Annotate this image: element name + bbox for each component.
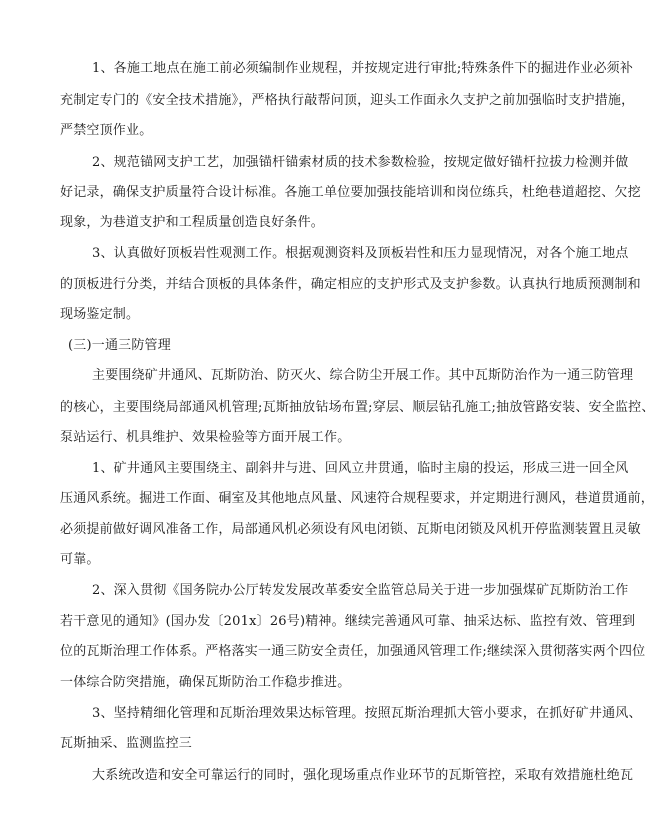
text-line: 的顶板进行分类，并结合顶板的具体条件，确定相应的支护形式及支护参数。认真执行地质预测制和 (60, 277, 641, 292)
text-line: 3、认真做好顶板岩性观测工作。根据观测资料及顶板岩性和压力显现情况，对各个施工地点 (92, 246, 629, 261)
text-line: 3、坚持精细化管理和瓦斯治理效果达标管理。按照瓦斯治理抓大管小要求，在抓好矿井通风、 (92, 706, 642, 721)
text-line: 瓦斯抽采、监测监控三 (60, 736, 193, 751)
text-line: 必须提前做好调风准备工作，局部通风机必须设有风电闭锁、瓦斯电闭锁及风机开停监测装置且灵敏 (60, 522, 641, 537)
text-line: 大系统改造和安全可靠运行的同时，强化现场重点作业环节的瓦斯管控，采取有效措施杜绝瓦 (92, 768, 634, 783)
section-heading: (三)一通三防管理 (68, 338, 171, 353)
text-line: 好记录，确保支护质量符合设计标准。各施工单位要加强技能培训和岗位练兵，杜绝巷道超挖、欠挖 (60, 185, 641, 200)
text-line: 现场鉴定制。 (60, 307, 140, 322)
text-line: 可靠。 (60, 552, 100, 567)
text-line: 压通风系统。掘进工作面、硐室及其他地点风量、风速符合规程要求，并定期进行测风，巷道贯通前， (60, 491, 655, 506)
text-line: 2、规范锚网支护工艺，加强锚杆锚索材质的技术参数检验，按规定做好锚杆拉拔力检测并做 (92, 155, 629, 170)
text-line: 一体综合防突措施，确保瓦斯防治工作稳步推进。 (60, 675, 351, 690)
text-line: 位的瓦斯治理工作体系。严格落实一通三防安全责任，加强通风管理工作;继续深入贯彻落实两个四位 (60, 644, 646, 659)
text-line: 充制定专门的《安全技术措施》，严格执行敲帮问顶，迎头工作面永久支护之前加强临时支护措施， (60, 93, 635, 108)
text-line: 1、各施工地点在施工前必须编制作业规程，并按规定进行审批;特殊条件下的掘进作业必须补 (92, 61, 634, 76)
text-line: 若干意见的通知》(国办发〔201x〕26号)精神。继续完善通风可靠、抽采达标、监控有效、管理到 (60, 614, 636, 629)
text-line: 现象，为巷道支护和工程质量创造良好条件。 (60, 215, 325, 230)
text-line: 1、矿井通风主要围绕主、副斜井与进、回风立井贯通，临时主扇的投运，形成三进一回全风 (92, 461, 629, 476)
text-line: 2、深入贯彻《国务院办公厅转发发展改革委安全监管总局关于进一步加强煤矿瓦斯防治工作 (92, 583, 629, 598)
text-line: 泵站运行、机具维护、效果检验等方面开展工作。 (60, 430, 351, 445)
text-line: 的核心，主要围绕局部通风机管理;瓦斯抽放钻场布置;穿层、顺层钻孔施工;抽放管路安装、安全监控、 (60, 400, 655, 415)
text-line: 严禁空顶作业。 (60, 123, 153, 138)
text-line: 主要围绕矿井通风、瓦斯防治、防灭火、综合防尘开展工作。其中瓦斯防治作为一通三防管理 (92, 368, 634, 383)
